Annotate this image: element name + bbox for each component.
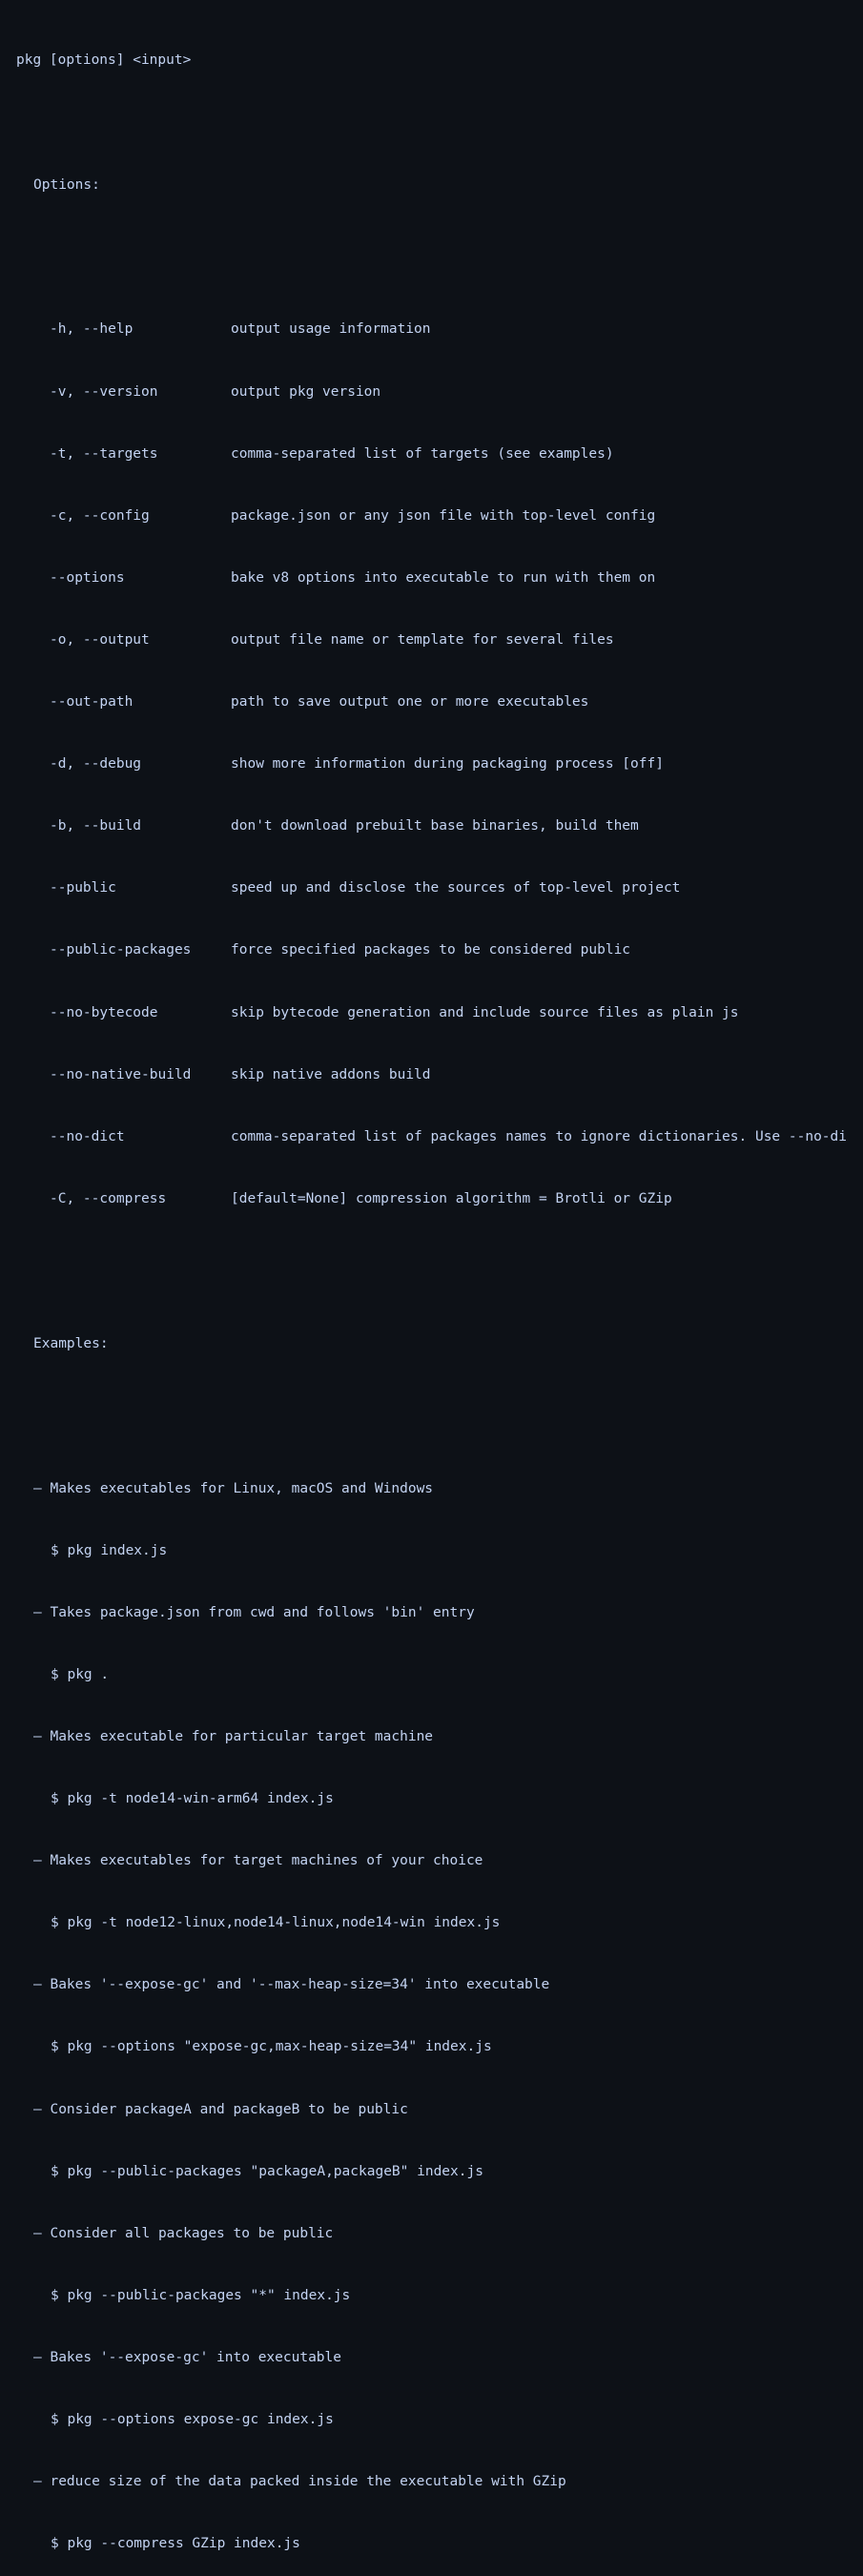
option-desc: [default=None] compression algorithm = Brotli or GZip bbox=[231, 1190, 672, 1206]
option-desc: output usage information bbox=[231, 321, 431, 338]
option-flag: -C, --compress bbox=[50, 1190, 167, 1206]
option-desc: force specified packages to be considered public bbox=[231, 942, 631, 958]
example-command: $ pkg --options expose-gc index.js bbox=[51, 2411, 334, 2427]
blank-line bbox=[16, 1396, 863, 1417]
option-flag: --no-native-build bbox=[50, 1066, 192, 1082]
example-title: – Makes executables for Linux, macOS and Windows bbox=[33, 1480, 434, 1496]
option-desc: comma-separated list of targets (see examples) bbox=[231, 445, 614, 462]
option-desc: skip bytecode generation and include source files as plain js bbox=[231, 1004, 739, 1020]
options-header: Options: bbox=[33, 176, 100, 193]
option-flag: --options bbox=[50, 569, 125, 586]
option-flag: --no-dict bbox=[50, 1128, 125, 1144]
option-flag: -c, --config bbox=[50, 507, 150, 524]
option-row-public bbox=[16, 878, 863, 899]
option-flag: --public bbox=[50, 880, 116, 896]
blank-line bbox=[16, 237, 863, 258]
option-flag: -t, --targets bbox=[50, 445, 158, 462]
option-desc: output pkg version bbox=[231, 383, 381, 400]
blank-line bbox=[16, 1272, 863, 1293]
example-command: $ pkg index.js bbox=[51, 1542, 168, 1558]
option-desc: show more information during packaging process [off] bbox=[231, 756, 664, 773]
option-flag: --out-path bbox=[50, 694, 134, 711]
example-command: $ pkg -t node12-linux,node14-linux,node14-win index.js bbox=[51, 1915, 501, 1931]
example-command: $ pkg --public-packages "packageA,packageB" index.js bbox=[51, 2163, 483, 2179]
example-title: – Makes executable for particular target machine bbox=[33, 1728, 434, 1744]
example-command: $ pkg --compress GZip index.js bbox=[51, 2536, 300, 2552]
option-flag: --no-bytecode bbox=[50, 1004, 158, 1020]
option-desc: comma-separated list of packages names to ignore dictionaries. Use --no-di bbox=[231, 1128, 848, 1144]
example-command: $ pkg -t node14-win-arm64 index.js bbox=[51, 1791, 334, 1807]
option-row-version bbox=[16, 382, 863, 403]
option-row-config bbox=[16, 506, 863, 527]
option-row-out-path bbox=[16, 692, 863, 713]
option-desc: output file name or template for several files bbox=[231, 631, 614, 648]
option-row-help bbox=[16, 319, 863, 340]
example-title: – Consider packageA and packageB to be public bbox=[33, 2101, 408, 2117]
option-flag: -d, --debug bbox=[50, 756, 142, 773]
option-row-build bbox=[16, 816, 863, 837]
option-desc: package.json or any json file with top-level config bbox=[231, 507, 656, 524]
option-desc: speed up and disclose the sources of top-level project bbox=[231, 880, 681, 896]
example-command: $ pkg --public-packages "*" index.js bbox=[51, 2287, 351, 2303]
option-row-no-bytecode bbox=[16, 1003, 863, 1024]
option-flag: -b, --build bbox=[50, 818, 142, 835]
option-desc: skip native addons build bbox=[231, 1066, 431, 1082]
example-command: $ pkg . bbox=[51, 1666, 110, 1682]
example-title: – Takes package.json from cwd and follows 'bin' entry bbox=[33, 1604, 475, 1620]
option-row-targets bbox=[16, 444, 863, 465]
usage-line: pkg [options] <input> bbox=[16, 52, 192, 69]
terminal-output bbox=[16, 10, 863, 2552]
option-row-options bbox=[16, 568, 863, 589]
example-title: – reduce size of the data packed inside the executable with GZip bbox=[33, 2474, 566, 2490]
example-title: – Makes executables for target machines of your choice bbox=[33, 1853, 483, 1869]
option-row-public-packages bbox=[16, 940, 863, 961]
option-flag: -h, --help bbox=[50, 321, 134, 338]
blank-line bbox=[16, 113, 863, 134]
option-row-no-dict bbox=[16, 1127, 863, 1148]
option-desc: bake v8 options into executable to run with them on bbox=[231, 569, 656, 586]
option-flag: -o, --output bbox=[50, 631, 150, 648]
option-row-no-native-build bbox=[16, 1065, 863, 1086]
option-flag: --public-packages bbox=[50, 942, 192, 958]
option-row-compress bbox=[16, 1189, 863, 1210]
option-desc: path to save output one or more executables bbox=[231, 694, 589, 711]
option-flag: -v, --version bbox=[50, 383, 158, 400]
examples-header: Examples: bbox=[33, 1335, 109, 1351]
example-title: – Consider all packages to be public bbox=[33, 2225, 334, 2241]
example-title: – Bakes '--expose-gc' and '--max-heap-size=34' into executable bbox=[33, 1977, 550, 1993]
option-desc: don't download prebuilt base binaries, build them bbox=[231, 818, 639, 835]
option-row-debug bbox=[16, 754, 863, 775]
option-row-output bbox=[16, 630, 863, 651]
example-title: – Bakes '--expose-gc' into executable bbox=[33, 2349, 342, 2365]
example-command: $ pkg --options "expose-gc,max-heap-size=34" index.js bbox=[51, 2039, 492, 2055]
